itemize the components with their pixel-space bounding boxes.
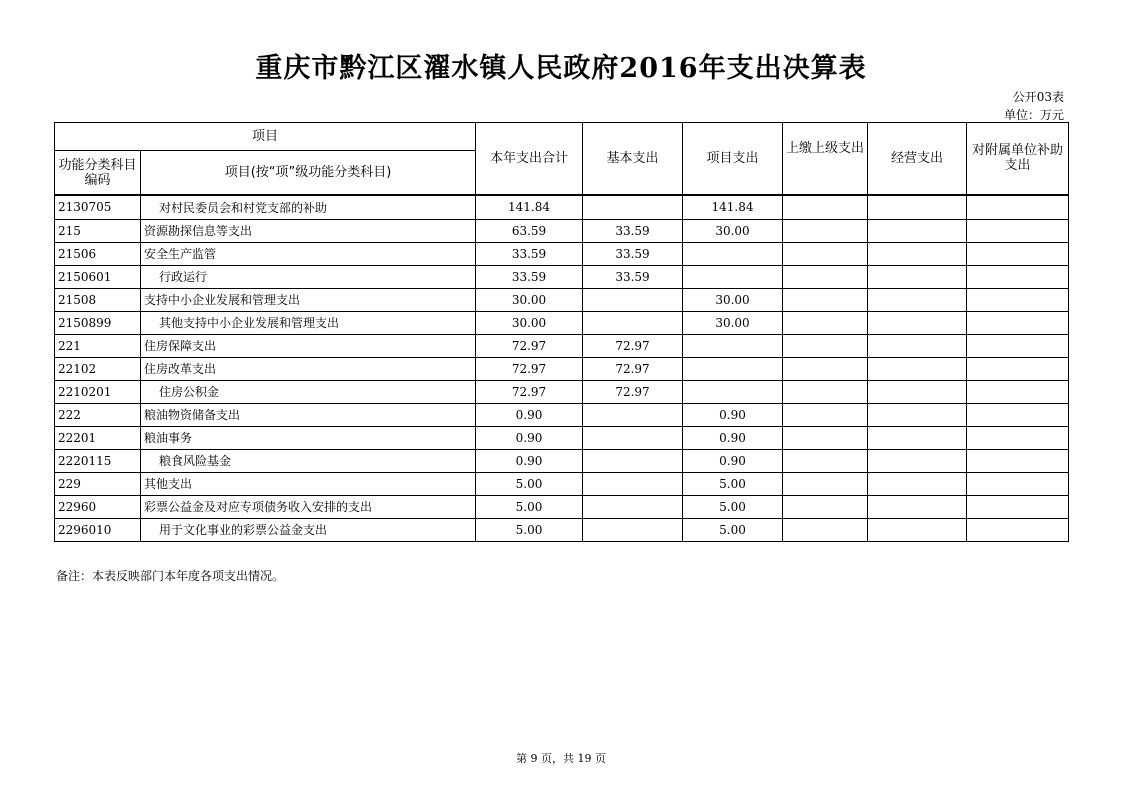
row-subsidy	[967, 472, 1069, 495]
row-superior	[783, 265, 868, 288]
row-name: 粮食风险基金	[141, 449, 476, 472]
table-row	[55, 518, 1069, 541]
row-total: 30.00	[476, 311, 583, 334]
row-subsidy	[967, 265, 1069, 288]
row-project	[683, 242, 783, 265]
row-code: 2210201	[55, 380, 141, 403]
header-project-expenditure: 项目支出	[683, 123, 783, 196]
row-superior	[783, 195, 868, 219]
table-row	[55, 472, 1069, 495]
row-superior	[783, 242, 868, 265]
row-operating	[868, 219, 967, 242]
row-operating	[868, 242, 967, 265]
row-subsidy	[967, 195, 1069, 219]
row-subsidy	[967, 357, 1069, 380]
table-row	[55, 357, 1069, 380]
row-total: 63.59	[476, 219, 583, 242]
row-project: 5.00	[683, 518, 783, 541]
row-superior	[783, 449, 868, 472]
row-project: 30.00	[683, 219, 783, 242]
row-basic: 33.59	[583, 219, 683, 242]
row-code: 222	[55, 403, 141, 426]
row-operating	[868, 472, 967, 495]
row-project: 5.00	[683, 495, 783, 518]
row-total: 72.97	[476, 334, 583, 357]
row-subsidy	[967, 242, 1069, 265]
header-superior: 上缴上级支出	[783, 123, 868, 196]
table-row	[55, 449, 1069, 472]
table-row	[55, 426, 1069, 449]
row-code: 21508	[55, 288, 141, 311]
row-total: 33.59	[476, 265, 583, 288]
row-subsidy	[967, 403, 1069, 426]
row-code: 22102	[55, 357, 141, 380]
row-name: 资源勘探信息等支出	[141, 219, 476, 242]
row-name: 粮油事务	[141, 426, 476, 449]
row-name: 住房保障支出	[141, 334, 476, 357]
row-operating	[868, 265, 967, 288]
row-name: 支持中小企业发展和管理支出	[141, 288, 476, 311]
row-total: 5.00	[476, 495, 583, 518]
header-project: 项目	[55, 123, 476, 151]
row-project	[683, 265, 783, 288]
row-total: 141.84	[476, 195, 583, 219]
row-basic	[583, 518, 683, 541]
table-row	[55, 265, 1069, 288]
row-project: 141.84	[683, 195, 783, 219]
table-row	[55, 403, 1069, 426]
row-code: 21506	[55, 242, 141, 265]
row-name: 其他支持中小企业发展和管理支出	[141, 311, 476, 334]
row-superior	[783, 403, 868, 426]
row-name: 行政运行	[141, 265, 476, 288]
row-superior	[783, 334, 868, 357]
row-superior	[783, 472, 868, 495]
row-superior	[783, 518, 868, 541]
page-title: 重庆市黔江区濯水镇人民政府2016年支出决算表	[255, 53, 867, 84]
row-project	[683, 357, 783, 380]
row-code: 22960	[55, 495, 141, 518]
row-basic	[583, 495, 683, 518]
row-project	[683, 380, 783, 403]
header-basic: 基本支出	[583, 123, 683, 196]
table-row	[55, 311, 1069, 334]
row-superior	[783, 380, 868, 403]
row-project: 30.00	[683, 311, 783, 334]
row-total: 5.00	[476, 518, 583, 541]
row-code: 2296010	[55, 518, 141, 541]
row-project: 30.00	[683, 288, 783, 311]
row-basic	[583, 426, 683, 449]
row-subsidy	[967, 518, 1069, 541]
header-operating: 经营支出	[868, 123, 967, 196]
row-code: 229	[55, 472, 141, 495]
row-code: 2130705	[55, 195, 141, 219]
row-project: 5.00	[683, 472, 783, 495]
row-subsidy	[967, 495, 1069, 518]
row-name: 粮油物资储备支出	[141, 403, 476, 426]
table-row	[55, 380, 1069, 403]
row-basic: 72.97	[583, 334, 683, 357]
header-code: 功能分类科目编码	[55, 151, 141, 196]
row-code: 22201	[55, 426, 141, 449]
form-number: 公开03表	[1012, 90, 1064, 104]
row-superior	[783, 219, 868, 242]
row-superior	[783, 311, 868, 334]
row-superior	[783, 495, 868, 518]
row-name: 彩票公益金及对应专项债务收入安排的支出	[141, 495, 476, 518]
row-name: 住房改革支出	[141, 357, 476, 380]
row-operating	[868, 518, 967, 541]
row-total: 30.00	[476, 288, 583, 311]
row-operating	[868, 449, 967, 472]
table-row	[55, 219, 1069, 242]
row-code: 2150601	[55, 265, 141, 288]
row-name: 对村民委员会和村党支部的补助	[141, 195, 476, 219]
table-row	[55, 288, 1069, 311]
row-code: 215	[55, 219, 141, 242]
row-operating	[868, 195, 967, 219]
row-total: 0.90	[476, 426, 583, 449]
row-name: 住房公积金	[141, 380, 476, 403]
row-code: 2150899	[55, 311, 141, 334]
row-name: 安全生产监管	[141, 242, 476, 265]
row-total: 0.90	[476, 449, 583, 472]
row-subsidy	[967, 449, 1069, 472]
table-row	[55, 334, 1069, 357]
row-operating	[868, 495, 967, 518]
row-total: 5.00	[476, 472, 583, 495]
header-name: 项目(按“项”级功能分类科目)	[141, 151, 476, 196]
row-subsidy	[967, 311, 1069, 334]
row-basic: 33.59	[583, 242, 683, 265]
row-subsidy	[967, 334, 1069, 357]
row-superior	[783, 357, 868, 380]
row-superior	[783, 288, 868, 311]
row-project	[683, 334, 783, 357]
row-operating	[868, 357, 967, 380]
header-subsidy: 对附属单位补助支出	[967, 123, 1069, 196]
row-name: 用于文化事业的彩票公益金支出	[141, 518, 476, 541]
row-basic: 72.97	[583, 380, 683, 403]
row-subsidy	[967, 219, 1069, 242]
row-basic: 72.97	[583, 357, 683, 380]
table-row	[55, 242, 1069, 265]
unit-label: 单位：万元	[1003, 108, 1064, 122]
row-basic	[583, 288, 683, 311]
row-basic	[583, 195, 683, 219]
row-total: 0.90	[476, 403, 583, 426]
row-project: 0.90	[683, 403, 783, 426]
row-operating	[868, 334, 967, 357]
page-number: 第 9 页，共 19 页	[516, 752, 606, 765]
row-operating	[868, 311, 967, 334]
row-project: 0.90	[683, 426, 783, 449]
expenditure-table	[54, 122, 1069, 542]
row-total: 33.59	[476, 242, 583, 265]
row-total: 72.97	[476, 357, 583, 380]
row-subsidy	[967, 426, 1069, 449]
row-project: 0.90	[683, 449, 783, 472]
row-basic	[583, 403, 683, 426]
row-operating	[868, 288, 967, 311]
row-operating	[868, 426, 967, 449]
row-code: 2220115	[55, 449, 141, 472]
row-operating	[868, 403, 967, 426]
row-subsidy	[967, 380, 1069, 403]
row-name: 其他支出	[141, 472, 476, 495]
row-operating	[868, 380, 967, 403]
row-subsidy	[967, 288, 1069, 311]
header-total: 本年支出合计	[476, 123, 583, 196]
row-basic	[583, 472, 683, 495]
row-code: 221	[55, 334, 141, 357]
row-basic: 33.59	[583, 265, 683, 288]
row-basic	[583, 311, 683, 334]
table-row	[55, 495, 1069, 518]
table-row	[55, 195, 1069, 219]
row-basic	[583, 449, 683, 472]
row-total: 72.97	[476, 380, 583, 403]
table-note: 备注：本表反映部门本年度各项支出情况。	[56, 569, 285, 583]
row-superior	[783, 426, 868, 449]
